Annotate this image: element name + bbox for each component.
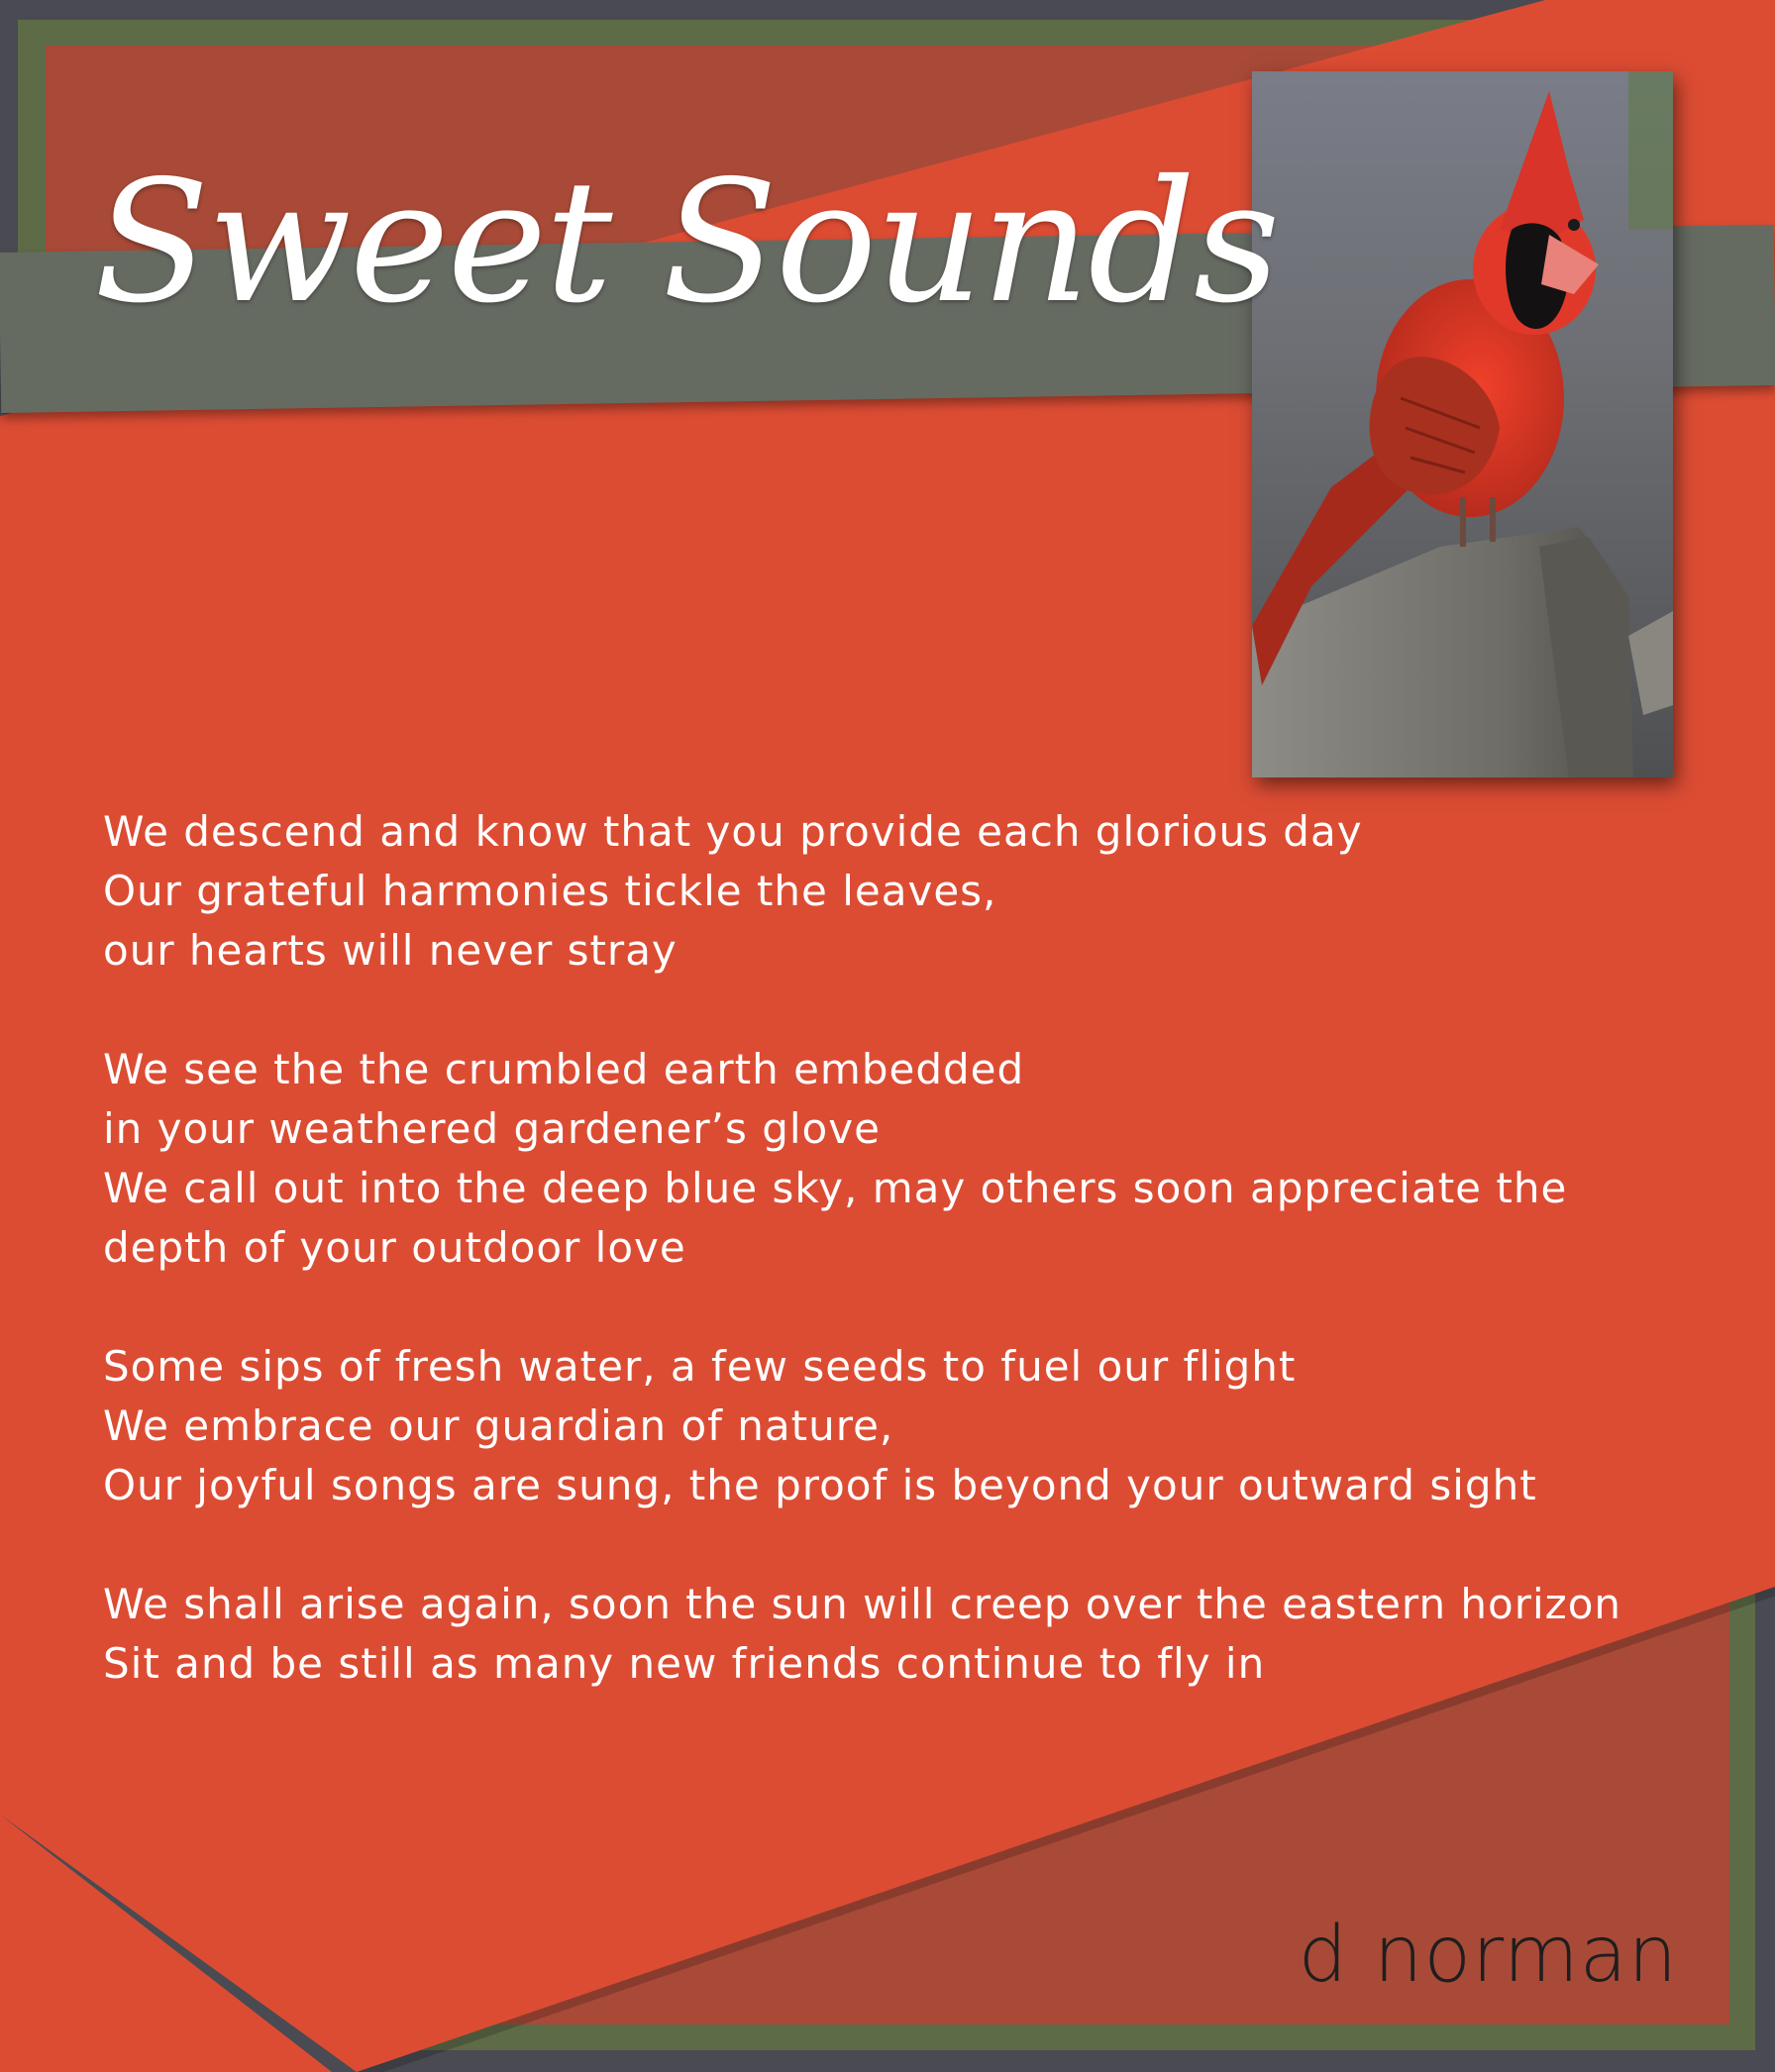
poem-body [103,802,1688,1753]
poem-line: depth of your outdoor love [103,1223,686,1272]
poem-line: We call out into the deep blue sky, may others soon appreciate the [103,1164,1568,1212]
poem-line: Our grateful harmonies tickle the leaves, [103,867,997,915]
cardinal-photo [1252,71,1673,777]
poem-line: We embrace our guardian of nature, [103,1401,894,1450]
stanza-2 [103,1040,1688,1278]
poem-title: Sweet Sounds [94,145,1279,341]
poem-line: Some sips of fresh water, a few seeds to fuel our flight [103,1342,1297,1391]
stanza-4 [103,1575,1688,1694]
poem-line: in your weathered gardener’s glove [103,1104,881,1153]
stanza-1 [103,802,1688,981]
poem-line: We see the the crumbled earth embedded [103,1045,1025,1093]
poem-line: our hearts will never stray [103,926,678,975]
poem-line: Our joyful songs are sung, the proof is beyond your outward sight [103,1461,1537,1509]
poem-line: We descend and know that you provide each glorious day [103,807,1363,856]
author-signature: d norman [1298,1911,1678,2000]
poem-line: Sit and be still as many new friends continue to fly in [103,1639,1266,1688]
stanza-3 [103,1337,1688,1515]
poem-line: We shall arise again, soon the sun will creep over the eastern horizon [103,1580,1622,1628]
